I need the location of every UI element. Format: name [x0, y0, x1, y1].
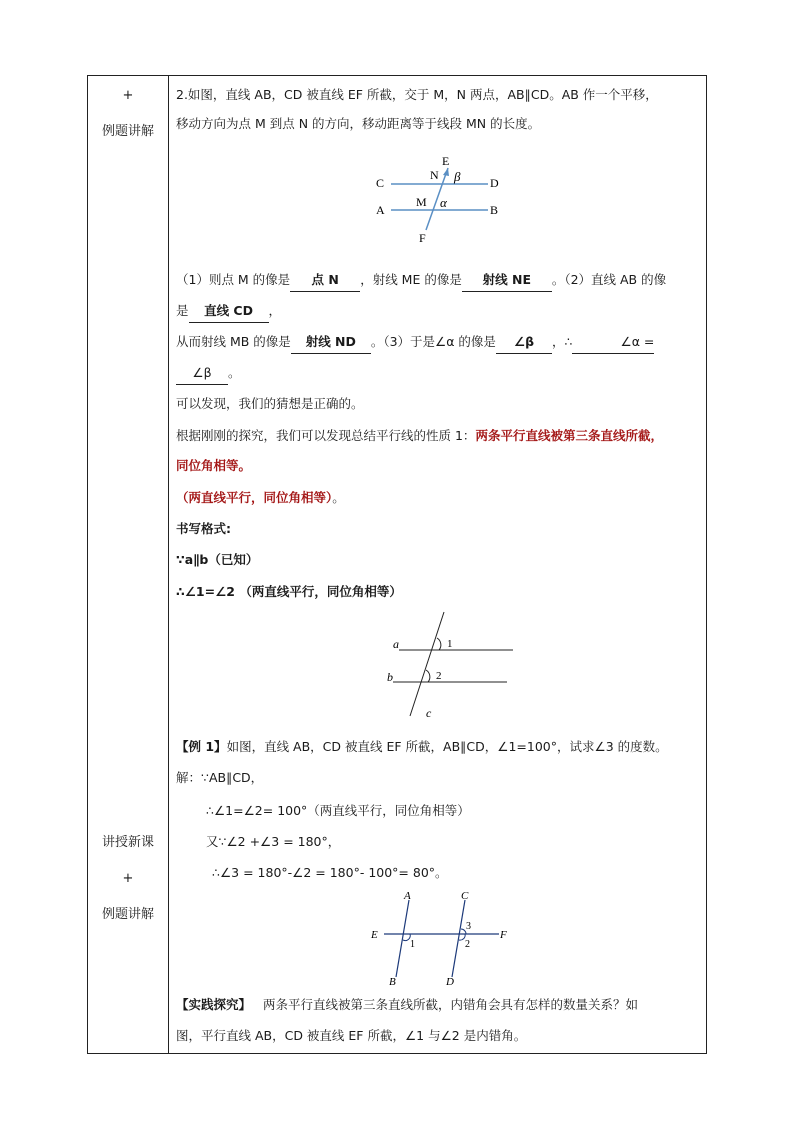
- answer-ray-ne: 射线 NE: [462, 269, 552, 292]
- label-angle3-ex: 3: [466, 921, 471, 932]
- practice-tag: 【实践探究】: [176, 997, 252, 1012]
- practice-line1: [176, 989, 700, 1021]
- answer-angle-alpha: ∠α =: [572, 331, 654, 354]
- label-f: F: [419, 231, 426, 245]
- label-c-ex: C: [461, 891, 469, 902]
- label-d-ex: D: [446, 976, 454, 987]
- left-column-mid: [88, 825, 168, 933]
- q-text-6: 从而射线 MB 的像是: [176, 334, 291, 349]
- property-line2: 同位角相等。: [176, 458, 252, 473]
- angle2-arc: [426, 670, 430, 682]
- label-c: C: [376, 176, 385, 190]
- arrow-head: [443, 168, 449, 176]
- property-short-text: （两直线平行，同位角相等）: [176, 490, 333, 505]
- label-e-ex: E: [371, 929, 378, 941]
- left-label-lecture: 讲授新课: [101, 835, 154, 850]
- label-alpha: α: [440, 195, 447, 210]
- label-c-line: c: [426, 706, 432, 720]
- label-b-ex: B: [389, 976, 396, 987]
- left-plus-2: +: [122, 871, 134, 886]
- line-ab-ex: [396, 900, 409, 977]
- label-f-ex: F: [500, 929, 507, 941]
- example1-stem: [176, 731, 700, 763]
- problem2-line2: 移动方向为点 M 到点 N 的方向，移动距离等于线段 MN 的长度。: [176, 116, 541, 131]
- line-cd-ex: [452, 900, 465, 977]
- label-n: N: [430, 168, 439, 182]
- format-heading: 书写格式:: [176, 521, 231, 536]
- left-column-top: [88, 78, 168, 150]
- label-a-line: a: [393, 637, 399, 651]
- q-text-5: ，: [268, 303, 282, 318]
- answer-line-cd: 直线 CD: [189, 300, 269, 323]
- label-angle1-ex: 1: [410, 939, 415, 950]
- answer-angle-beta: ∠β: [496, 331, 552, 354]
- label-b: B: [490, 203, 499, 217]
- solution-line4: ∴∠3 = 180°-∠2 = 180°- 100°= 80°。: [212, 865, 448, 880]
- answer-point-n: 点 N: [290, 269, 360, 292]
- left-label-example: 例题讲解: [101, 124, 154, 139]
- q-text-4: 是: [176, 303, 189, 318]
- figure-corresponding-angles: [381, 610, 516, 722]
- label-angle-1: 1: [447, 638, 453, 650]
- figure-example1: [369, 891, 509, 987]
- label-beta: β: [454, 169, 461, 184]
- label-e: E: [442, 154, 450, 168]
- property-short: [176, 482, 700, 514]
- label-angle2-ex: 2: [465, 939, 470, 950]
- q-text-1: （1）则点 M 的像是: [176, 272, 291, 287]
- line-c: [410, 612, 444, 716]
- q-text-2: ，射线 ME 的像是: [360, 272, 462, 287]
- q-text-9: 。: [228, 365, 241, 380]
- property-statement: 两条平行直线被第三条直线所截，: [475, 428, 663, 443]
- property-short-end: 。: [332, 490, 345, 505]
- property-intro: 根据刚刚的探究，我们可以发现总结平行线的性质 1：: [176, 428, 476, 443]
- conclusion-text: 可以发现，我们的猜想是正确的。: [176, 396, 364, 411]
- left-label-example-2: 例题讲解: [101, 907, 154, 922]
- solution-line2: ∴∠1=∠2= 100°（两直线平行，同位角相等）: [206, 803, 470, 818]
- example1-question: 如图，直线 AB，CD 被直线 EF 所截，AB∥CD，∠1=100°，试求∠3 的度数。: [226, 739, 668, 754]
- format-line1: ∵a∥b（已知）: [176, 552, 259, 567]
- q-text-7: 。（3）于是∠α 的像是: [370, 334, 496, 349]
- practice-text-1: 两条平行直线被第三条直线所截，内错角会具有怎样的数量关系？如: [262, 997, 638, 1012]
- question-line4: [176, 357, 700, 389]
- q-text-3: 。（2）直线 AB 的像: [551, 272, 667, 287]
- answer-ray-nd: 射线 ND: [291, 331, 371, 354]
- practice-line2: 图，平行直线 AB，CD 被直线 EF 所截，∠1 与∠2 是内错角。: [176, 1028, 527, 1043]
- format-line2: ∴∠1=∠2 （两直线平行，同位角相等）: [176, 584, 402, 599]
- property-line1: [176, 420, 700, 452]
- label-angle-2: 2: [436, 670, 442, 682]
- question-line2: [176, 295, 700, 327]
- figure-translation: [376, 154, 506, 246]
- example1-tag: 【例 1】: [176, 739, 227, 754]
- label-m: M: [416, 195, 427, 209]
- label-b-line: b: [387, 670, 393, 684]
- left-plus: +: [122, 88, 134, 103]
- lesson-table: [87, 75, 707, 1054]
- q-text-8: ，∴: [551, 334, 573, 349]
- column-divider: [168, 76, 169, 1053]
- label-a: A: [376, 203, 385, 217]
- solution-line1: 解：∵AB∥CD，: [176, 770, 264, 785]
- question-line3: [176, 326, 700, 358]
- label-d: D: [490, 176, 499, 190]
- label-a-ex: A: [404, 891, 411, 902]
- answer-angle-beta-2: ∠β: [176, 362, 228, 385]
- question-line1: [176, 264, 700, 296]
- solution-line3: 又∵∠2 +∠3 = 180°，: [206, 834, 341, 849]
- problem2-line1: 2.如图，直线 AB，CD 被直线 EF 所截，交于 M，N 两点，AB∥CD。AB 作一个平移，: [176, 87, 658, 102]
- angle1-arc: [437, 638, 441, 650]
